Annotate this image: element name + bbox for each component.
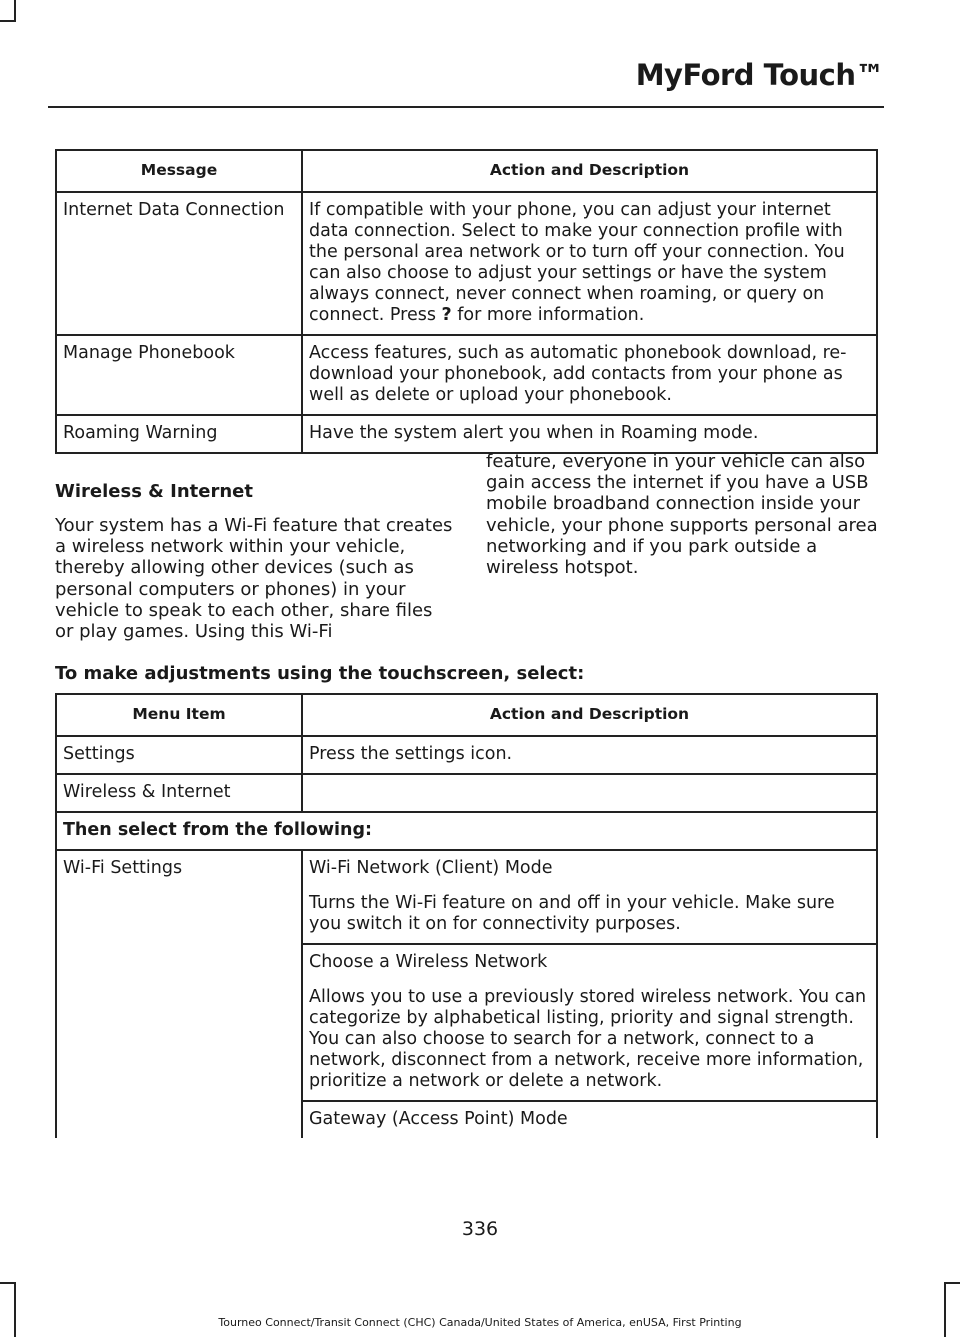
menu-item-cell: Wi-Fi Settings (56, 850, 302, 1138)
table-row (56, 335, 877, 415)
help-icon: ? (441, 305, 452, 325)
column-header-message: Message (56, 150, 302, 192)
crop-mark (0, 1282, 16, 1284)
message-table (55, 149, 878, 454)
message-cell: Manage Phonebook (56, 335, 302, 415)
table-row (56, 774, 877, 812)
column-header-menu-item: Menu Item (56, 694, 302, 736)
body-text-column-left: Your system has a Wi-Fi feature that creates a wireless network within your vehicle, thereby allowing other devices (such as personal computers or phones) in your vehicle to speak to each other, share files or play games. Using this Wi-Fi (55, 515, 453, 643)
description-cell: Access features, such as automatic phonebook download, re-download your phonebook, add contacts from your phone as well as delete or upload your phonebook. (302, 335, 877, 415)
description-cell (302, 192, 877, 335)
description-cell (302, 774, 877, 812)
table-row (56, 736, 877, 774)
description-cell: Have the system alert you when in Roaming mode. (302, 415, 877, 453)
message-cell: Roaming Warning (56, 415, 302, 453)
table-header-row (56, 150, 877, 192)
sub-item-text: Allows you to use a previously stored wireless network. You can categorize by alphabetical listing, priority and signal strength. You can also choose to search for a network, connect to a network, disconnect from a network, receive more information, prioritize a network or delete a network. (309, 987, 867, 1091)
crop-mark (944, 1282, 960, 1284)
body-text-column-right: feature, everyone in your vehicle can also gain access the internet if you have a USB mobile broadband connection inside your vehicle, your phone supports personal area networking and if you park outside a wireless hotspot. (486, 451, 878, 579)
description-cell (302, 944, 877, 1101)
instruction-heading: To make adjustments using the touchscreen, select: (55, 663, 585, 684)
table-span-row (56, 812, 877, 850)
footer-text: Tourneo Connect/Transit Connect (CHC) Canada/United States of America, enUSA, First Printing (218, 1316, 742, 1329)
crop-mark (14, 0, 16, 22)
column-header-action: Action and Description (302, 694, 877, 736)
table-header-row (56, 694, 877, 736)
table-row (56, 192, 877, 335)
sub-item-title: Wi-Fi Network (Client) Mode (309, 858, 553, 878)
description-cell (302, 850, 877, 944)
sub-item-title: Gateway (Access Point) Mode (309, 1109, 568, 1129)
menu-item-cell: Settings (56, 736, 302, 774)
sub-item-title: Choose a Wireless Network (309, 952, 548, 972)
menu-item-cell: Wireless & Internet (56, 774, 302, 812)
column-header-action: Action and Description (302, 150, 877, 192)
span-row-text: Then select from the following: (56, 812, 877, 850)
header-divider (48, 106, 884, 108)
description-cell: Press the settings icon. (302, 736, 877, 774)
page-header-title: MyFord Touch™ (635, 58, 884, 92)
crop-mark (0, 20, 16, 22)
description-cell (302, 1101, 877, 1138)
page-number: 336 (461, 1218, 499, 1240)
description-text: for more information. (451, 305, 645, 325)
table-row (56, 415, 877, 453)
description-text: If compatible with your phone, you can adjust your internet data connection. Select to make your connection profile with the personal area network or to turn off your connection. You can also choose to adjust your settings or have the system always connect, never connect when roaming, or query on connect. Press (309, 200, 845, 325)
section-heading: Wireless & Internet (55, 481, 253, 502)
message-cell: Internet Data Connection (56, 192, 302, 335)
menu-table (55, 693, 878, 1138)
sub-item-text: Turns the Wi-Fi feature on and off in your vehicle. Make sure you switch it on for connectivity purposes. (309, 893, 835, 934)
table-row (56, 850, 877, 944)
